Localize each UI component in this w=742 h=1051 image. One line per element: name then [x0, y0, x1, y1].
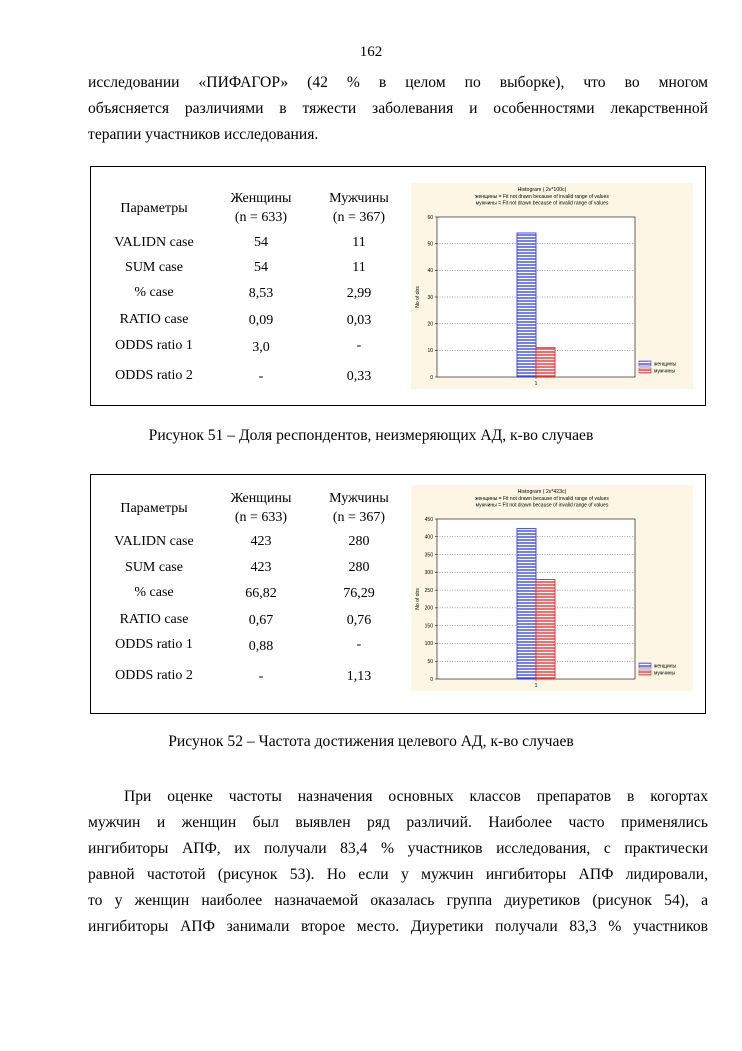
figure-51-frame [90, 166, 706, 406]
y-tick-label: 300 [424, 570, 433, 577]
row-param: ODDS ratio 1 [115, 338, 193, 353]
row-men-value: 0,03 [346, 313, 372, 328]
page-number: 162 [359, 44, 383, 60]
intro-paragraph [88, 70, 708, 148]
params-table [91, 167, 401, 407]
row-women-value: 54 [254, 260, 268, 275]
y-tick-label: 30 [427, 294, 433, 301]
legend-swatch [639, 663, 651, 668]
col-header-women-n: (n = 633) [234, 510, 288, 525]
row-women-value: 0,67 [248, 613, 274, 628]
y-tick-label: 250 [424, 587, 433, 594]
y-tick-label: 10 [427, 348, 433, 355]
row-men-value: 11 [352, 260, 366, 275]
row-men-value: - [356, 338, 362, 353]
bar-men [536, 348, 555, 377]
figure-51-caption: Рисунок 51 – Доля респондентов, неизмеряющих АД, к-во случаев [148, 427, 594, 444]
row-param: RATIO case [119, 312, 189, 327]
y-tick-label: 0 [430, 374, 433, 381]
row-param: VALIDN case [114, 235, 194, 250]
row-men-value: 76,29 [343, 586, 375, 601]
col-header-men: Мужчины [329, 191, 389, 206]
y-tick-label: 450 [424, 516, 433, 523]
col-header-men-n: (n = 367) [332, 210, 386, 225]
y-tick-label: 20 [427, 321, 433, 328]
col-header-men: Мужчины [329, 491, 389, 506]
y-tick-label: 50 [427, 241, 433, 248]
col-header-men-n: (n = 367) [332, 510, 386, 525]
chart-note: женщины = Fit not drawn because of invalid range of values [475, 496, 609, 502]
y-axis-label: No of obs [415, 588, 421, 610]
body-paragraph [88, 784, 708, 940]
text-line: При оценке частоты назначения основных классов препаратов в когортах [124, 788, 708, 805]
row-param: ODDS ratio 2 [115, 368, 193, 383]
row-women-value: - [258, 669, 264, 684]
col-header-women: Женщины [230, 191, 292, 206]
row-men-value: 11 [352, 235, 366, 250]
row-women-value: 0,88 [248, 639, 274, 654]
legend-label: женщины [654, 361, 677, 368]
row-women-value: - [258, 369, 264, 384]
row-param: VALIDN case [114, 534, 194, 549]
params-table [91, 475, 401, 715]
chart-note: мужчины = Fit not drawn because of invalid range of values [475, 502, 609, 509]
row-women-value: 423 [250, 534, 272, 549]
y-tick-label: 200 [424, 605, 433, 612]
row-param: RATIO case [119, 612, 189, 627]
row-men-value: 0,76 [346, 613, 372, 628]
histogram-chart [411, 183, 693, 389]
x-tick-label: 1 [534, 683, 538, 689]
chart-note: женщины = Fit not drawn because of invalid range of values [475, 194, 609, 200]
histogram-chart [411, 485, 693, 691]
row-param: SUM case [125, 560, 183, 575]
y-tick-label: 400 [424, 534, 433, 541]
row-women-value: 0,09 [248, 313, 274, 328]
row-men-value: - [356, 637, 362, 652]
y-tick-label: 0 [430, 676, 433, 683]
histogram-svg [411, 183, 693, 389]
histogram-svg [411, 485, 693, 691]
legend-label: мужчины [654, 368, 676, 375]
y-tick-label: 350 [424, 552, 433, 559]
row-param: ODDS ratio 2 [115, 668, 193, 683]
y-tick-label: 60 [427, 214, 433, 221]
row-param: ODDS ratio 1 [115, 637, 193, 652]
figure-52-frame [90, 474, 706, 714]
row-women-value: 54 [254, 235, 268, 250]
row-param: % case [134, 585, 174, 600]
text-line: терапии участников исследования. [88, 126, 319, 143]
y-tick-label: 150 [424, 623, 433, 630]
row-men-value: 1,13 [346, 669, 372, 684]
figure-52-caption: Рисунок 52 – Частота достижения целевого АД, к-во случаев [168, 733, 574, 750]
row-men-value: 280 [348, 534, 370, 549]
text-line: ингибиторы АПФ занимали второе место. Диуретики получали 83,3 % участников [88, 918, 708, 935]
y-axis-label: No of obs [415, 286, 421, 308]
text-line: исследовании «ПИФАГОР» (42 % в целом по выборке), что во многом [88, 74, 708, 91]
row-men-value: 2,99 [346, 286, 372, 301]
text-line: то у женщин наиболее назначаемой оказалась группа диуретиков (рисунок 54), а [88, 892, 708, 909]
text-line: мужчин и женщин был выявлен ряд различий. Наиболее часто применялись [88, 814, 708, 831]
text-line: равной частотой (рисунок 53). Но если у мужчин ингибиторы АПФ лидировали, [88, 866, 708, 883]
row-men-value: 0,33 [346, 369, 372, 384]
row-param: % case [134, 285, 174, 300]
chart-title: Histogram ( 2v*423c) [517, 489, 567, 495]
bar-women [517, 529, 536, 679]
legend-swatch [639, 368, 651, 373]
legend-swatch [639, 670, 651, 675]
legend-swatch [639, 361, 651, 366]
row-param: SUM case [125, 260, 183, 275]
y-tick-label: 50 [427, 659, 433, 666]
col-header-params: Параметры [120, 201, 188, 216]
row-women-value: 8,53 [248, 286, 274, 301]
x-tick-label: 1 [534, 381, 538, 387]
row-women-value: 3,0 [252, 340, 270, 355]
text-line: объясняется различиями в тяжести заболевания и особенностями лекарственной [88, 100, 708, 117]
legend-label: женщины [654, 663, 677, 670]
y-tick-label: 100 [424, 641, 433, 648]
y-tick-label: 40 [427, 268, 433, 275]
col-header-women-n: (n = 633) [234, 210, 288, 225]
col-header-women: Женщины [230, 491, 292, 506]
row-women-value: 66,82 [245, 586, 277, 601]
chart-title: Histogram ( 2v*100c) [517, 187, 567, 193]
row-women-value: 423 [250, 560, 272, 575]
row-men-value: 280 [348, 560, 370, 575]
bar-men [536, 579, 555, 679]
text-line: ингибиторы АПФ, их получали 83,4 % участников исследования, с практически [88, 840, 708, 857]
col-header-params: Параметры [120, 501, 188, 516]
legend-label: мужчины [654, 670, 676, 677]
bar-women [517, 233, 536, 377]
chart-note: мужчины = Fit not drawn because of invalid range of values [475, 200, 609, 207]
